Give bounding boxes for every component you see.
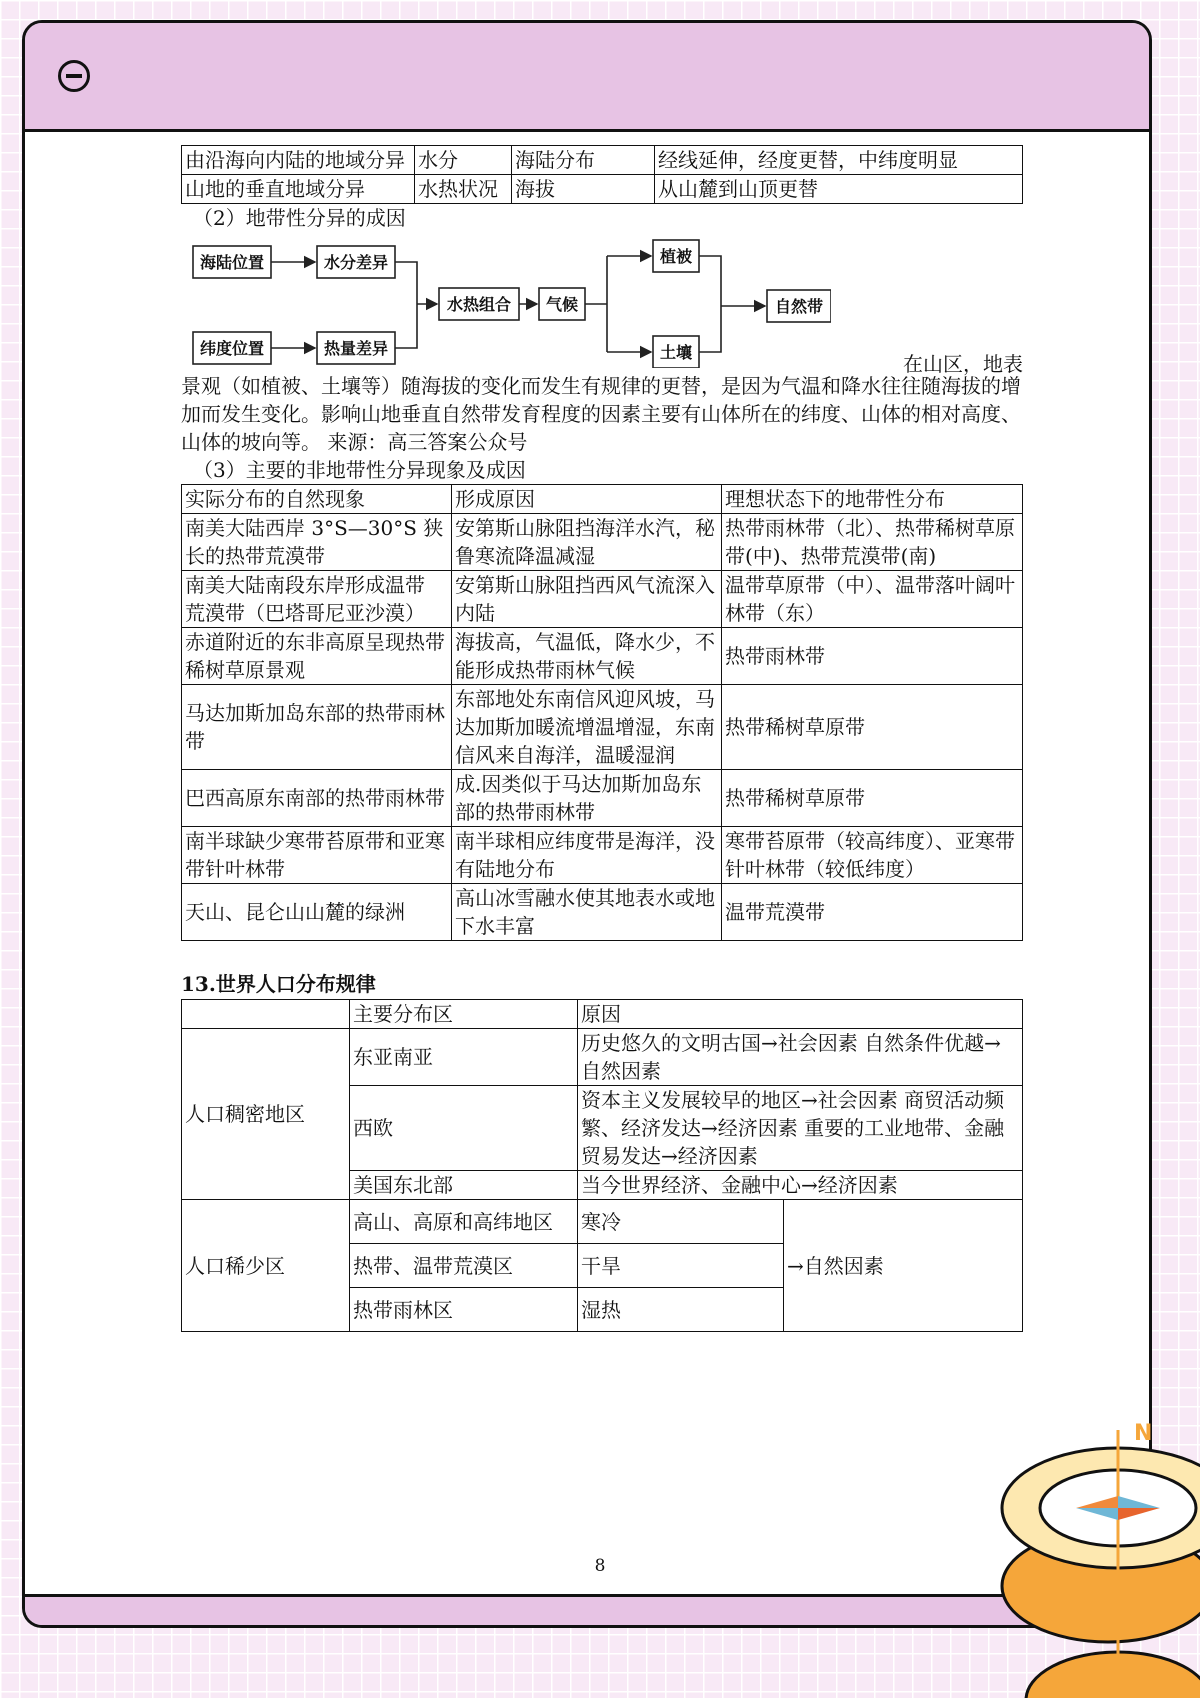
table-cell: 水分 <box>415 146 512 175</box>
section-title: 13.世界人口分布规律 <box>181 972 376 996</box>
column-header: 实际分布的自然现象 <box>182 485 452 514</box>
page-header-bar <box>25 23 1149 132</box>
section-heading: （2）地带性分异的成因 <box>193 206 406 230</box>
column-header: 形成原因 <box>452 485 722 514</box>
table-cell: 美国东北部 <box>350 1171 578 1200</box>
document-content <box>181 145 1023 1332</box>
table-row <box>182 827 1023 884</box>
table-cell: 湿热 <box>578 1288 784 1332</box>
table-cell: 海陆分布 <box>512 146 655 175</box>
table-cell: 东亚南亚 <box>350 1029 578 1086</box>
table-cell: 西欧 <box>350 1086 578 1171</box>
section-heading: （3）主要的非地带性分异现象及成因 <box>193 458 526 482</box>
table-cell: 温带草原带（中）、温带落叶阔叶林带（东） <box>722 571 1023 628</box>
row-group-label: 人口稀少区 <box>182 1200 350 1332</box>
azonal-differentiation-table <box>181 484 1023 941</box>
table-cell: 历史悠久的文明古国→社会因素 自然条件优越→自然因素 <box>578 1029 1023 1086</box>
column-header: 原因 <box>578 1000 1023 1029</box>
table-cell: 寒带苔原带（较高纬度）、亚寒带针叶林带（较低纬度） <box>722 827 1023 884</box>
flowchart-diagram <box>191 238 831 368</box>
compass-icon <box>968 1410 1200 1698</box>
flow-label: 自然带 <box>774 297 824 316</box>
table-cell: 资本主义发展较早的地区→社会因素 商贸活动频繁、经济发达→经济因素 重要的工业地带、金融贸易发达→经济因素 <box>578 1086 1023 1171</box>
population-distribution-table <box>181 999 1023 1332</box>
table-cell: 成.因类似于马达加斯加岛东部的热带雨林带 <box>452 770 722 827</box>
table-cell: 赤道附近的东非高原呈现热带稀树草原景观 <box>182 628 452 685</box>
table-cell: 水热状况 <box>415 175 512 204</box>
table-cell: 热带雨林区 <box>350 1288 578 1332</box>
table-header-row <box>182 485 1023 514</box>
table-cell: 热带稀树草原带 <box>722 770 1023 827</box>
table-cell: 热带雨林带（北）、热带稀树草原带(中)、热带荒漠带(南) <box>722 514 1023 571</box>
table-row <box>182 884 1023 941</box>
table-cell: 当今世界经济、金融中心→经济因素 <box>578 1171 1023 1200</box>
table-row <box>182 685 1023 770</box>
flow-label: 水分差异 <box>323 253 389 272</box>
table-cell: 天山、昆仑山山麓的绿洲 <box>182 884 452 941</box>
table-cell: 南美大陆南段东岸形成温带 荒漠带（巴塔哥尼亚沙漠） <box>182 571 452 628</box>
flow-label: 水热组合 <box>446 295 512 314</box>
table-cell: 高山冰雪融水使其地表水或地下水丰富 <box>452 884 722 941</box>
compass-north-label: N <box>1134 1421 1153 1446</box>
table-cell: 山地的垂直地域分异 <box>182 175 415 204</box>
table-row <box>182 628 1023 685</box>
table-cell <box>182 1000 350 1029</box>
table-cell: →自然因素 <box>784 1200 1023 1332</box>
table-cell: 热带稀树草原带 <box>722 685 1023 770</box>
flow-label: 植被 <box>659 247 693 266</box>
table-cell: 从山麓到山顶更替 <box>655 175 1023 204</box>
table-row <box>182 514 1023 571</box>
table-row <box>182 146 1023 175</box>
table-cell: 巴西高原东南部的热带雨林带 <box>182 770 452 827</box>
row-group-label: 人口稠密地区 <box>182 1029 350 1200</box>
table-cell: 南半球缺少寒带苔原带和亚寒带针叶林带 <box>182 827 452 884</box>
column-header: 理想状态下的地带性分布 <box>722 485 1023 514</box>
table-cell: 南美大陆西岸 3°S—30°S 狭长的热带荒漠带 <box>182 514 452 571</box>
minus-icon[interactable] <box>58 60 90 92</box>
table-cell: 寒冷 <box>578 1200 784 1244</box>
table-cell: 温带荒漠带 <box>722 884 1023 941</box>
paragraph-fragment: 在山区，地表 <box>903 352 1023 376</box>
table-row <box>182 1029 1023 1086</box>
flow-label: 气候 <box>545 295 579 314</box>
column-header: 主要分布区 <box>350 1000 578 1029</box>
paragraph: 景观（如植被、土壤等）随海拔的变化而发生有规律的更替，是因为气温和降水往往随海拔的增加而发生变化。影响山地垂直自然带发育程度的因素主要有山体所在的纬度、山体的相对高度、山体的坡向等。 来源：高三答案公众号 <box>181 374 1021 454</box>
table-row <box>182 175 1023 204</box>
table-cell: 东部地处东南信风迎风坡，马达加斯加暖流增温增湿，东南信风来自海洋，温暖湿润 <box>452 685 722 770</box>
table-cell: 南半球相应纬度带是海洋，没有陆地分布 <box>452 827 722 884</box>
table-cell: 马达加斯加岛东部的热带雨林带 <box>182 685 452 770</box>
table-row <box>182 1200 1023 1244</box>
table-cell: 高山、高原和高纬地区 <box>350 1200 578 1244</box>
table-cell: 经线延伸，经度更替，中纬度明显 <box>655 146 1023 175</box>
table-cell: 海拔高，气温低，降水少，不 能形成热带雨林气候 <box>452 628 722 685</box>
table-cell: 海拔 <box>512 175 655 204</box>
table-header-row <box>182 1000 1023 1029</box>
table-cell: 干旱 <box>578 1244 784 1288</box>
flow-label: 土壤 <box>659 343 693 362</box>
page-number: 8 <box>594 1556 606 1576</box>
table-cell: 热带雨林带 <box>722 628 1023 685</box>
table-cell: 由沿海向内陆的地域分异 <box>182 146 415 175</box>
table-row <box>182 770 1023 827</box>
flow-label: 海陆位置 <box>199 253 265 272</box>
table-row <box>182 571 1023 628</box>
table-cell: 热带、温带荒漠区 <box>350 1244 578 1288</box>
zonal-differentiation-table <box>181 145 1023 204</box>
table-cell: 安第斯山脉阻挡海洋水汽，秘鲁寒流降温减湿 <box>452 514 722 571</box>
table-cell: 安第斯山脉阻挡西风气流深入内陆 <box>452 571 722 628</box>
zonal-cause-flowchart <box>181 232 1023 376</box>
flow-label: 热量差异 <box>323 339 389 358</box>
flow-label: 纬度位置 <box>199 339 265 358</box>
